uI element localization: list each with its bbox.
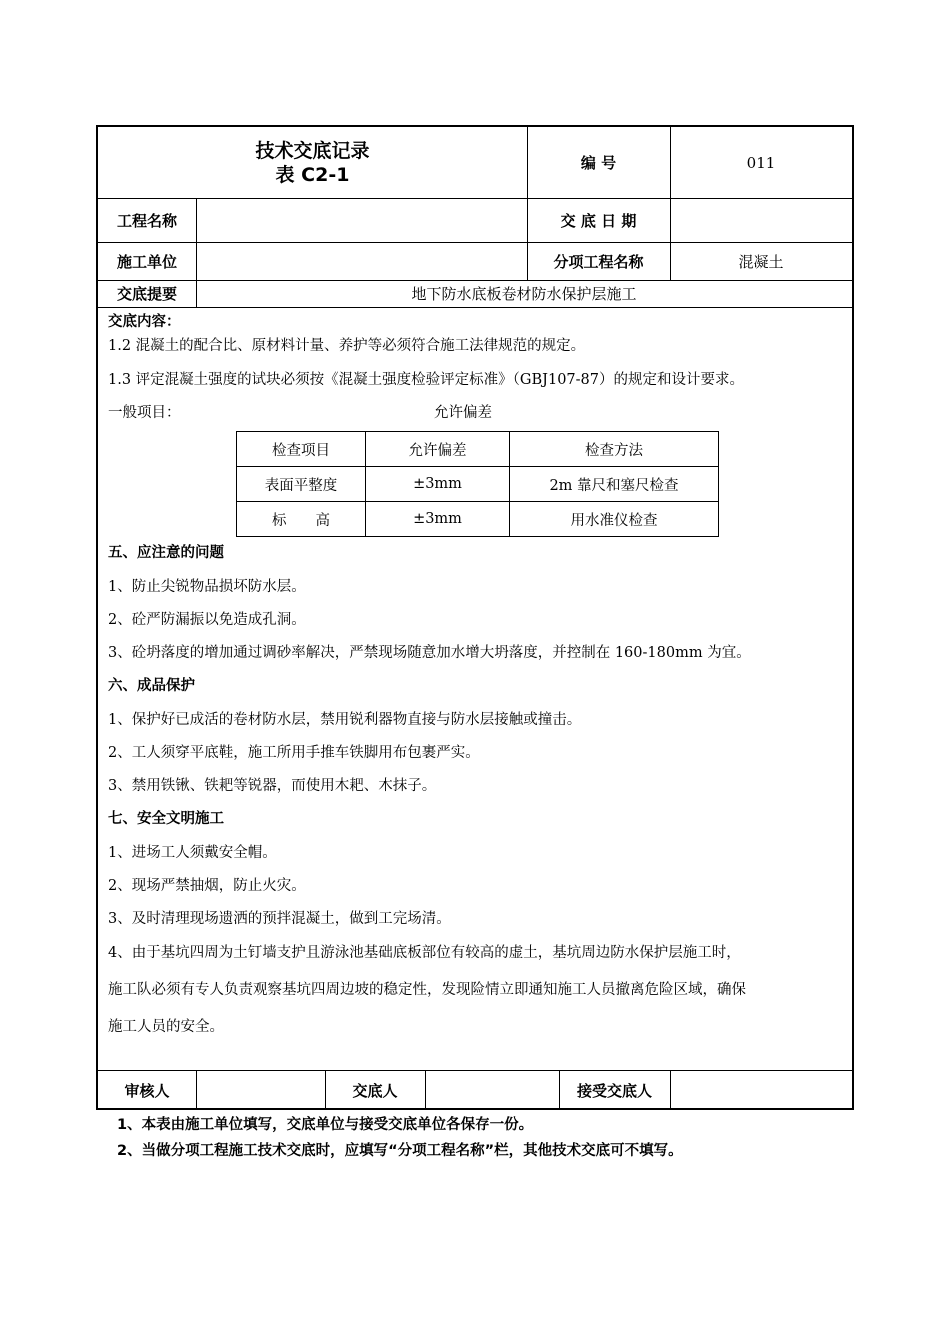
date-label: 交 底 日 期 [560, 211, 637, 230]
content-paragraph-2: 1.3 评定混凝土强度的试块必须按《混凝土强度检验评定标准》（GBJ107-87）的规定和设计要求。 [108, 372, 744, 388]
subproject-value[interactable]: 混凝土 [738, 252, 784, 271]
table-cell: 用水准仪检查 [510, 502, 719, 537]
table-header-cell: 检查项目 [237, 432, 366, 467]
receiver-label: 接受交底人 [576, 1081, 652, 1100]
list-item: 2、砼严防漏振以免造成孔洞。 [108, 612, 306, 628]
form-title-line1: 技术交底记录 [255, 139, 370, 162]
footnote-2: 2、当做分项工程施工技术交底时，应填写“分项工程名称”栏，其他技术交底可不填写。 [117, 1143, 683, 1159]
list-item: 3、禁用铁锹、铁耙等锐器，而使用木耙、木抹子。 [108, 778, 437, 794]
subproject-label: 分项工程名称 [553, 252, 644, 271]
date-field[interactable] [670, 198, 852, 242]
receiver-field[interactable] [670, 1070, 852, 1110]
table-cell: ±3mm [366, 467, 510, 502]
summary-value[interactable]: 地下防水底板卷材防水保护层施工 [411, 285, 637, 303]
table-row [237, 467, 719, 502]
summary-label: 交底提要 [116, 285, 177, 303]
list-item: 施工队必须有专人负责观察基坑四周边坡的稳定性，发现险情立即通知施工人员撤离危险区域，确保 [108, 982, 746, 998]
list-item: 4、由于基坑四周为土钉墙支护且游泳池基础底板部位有较高的虚土，基坑周边防水保护层施工时， [108, 945, 741, 961]
content-paragraph-1: 1.2 混凝土的配合比、原材料计量、养护等必须符合施工法律规范的规定。 [108, 338, 586, 354]
project-name-field[interactable] [196, 198, 527, 242]
general-items-label: 一般项目： [108, 405, 181, 421]
list-item: 1、保护好已成活的卷材防水层，禁用锐利器物直接与防水层接触或撞击。 [108, 712, 582, 728]
table-header-cell: 允许偏差 [366, 432, 510, 467]
section-7-title: 七、安全文明施工 [108, 811, 224, 827]
table-cell: 表面平整度 [237, 467, 366, 502]
list-item: 2、现场严禁抽烟，防止火灾。 [108, 878, 306, 894]
content-label: 交底内容： [108, 314, 181, 330]
number-label: 编 号 [580, 154, 617, 172]
list-item: 3、砼坍落度的增加通过调砂率解决，严禁现场随意加水增大坍落度，并控制在 160-180mm 为宜。 [108, 645, 751, 661]
section-6-title: 六、成品保护 [108, 678, 195, 694]
section-5-title: 五、应注意的问题 [108, 545, 224, 561]
table-cell: ±3mm [366, 502, 510, 537]
project-name-label: 工程名称 [116, 211, 177, 230]
tolerance-caption: 允许偏差 [434, 405, 492, 421]
list-item: 施工人员的安全。 [108, 1019, 224, 1035]
list-item: 2、工人须穿平底鞋，施工所用手推车铁脚用布包裹严实。 [108, 745, 480, 761]
tolerance-table [236, 431, 719, 537]
reviewer-field[interactable] [196, 1070, 325, 1110]
discloser-label: 交底人 [352, 1081, 398, 1100]
table-cell: 2m 靠尺和塞尺检查 [510, 467, 719, 502]
discloser-field[interactable] [425, 1070, 559, 1110]
table-header-row [237, 432, 719, 467]
row-divider [98, 307, 852, 308]
table-cell: 标 高 [237, 502, 366, 537]
construction-unit-label: 施工单位 [116, 252, 177, 271]
form-title-line2: 表 C2-1 [275, 163, 350, 186]
construction-unit-field[interactable] [196, 242, 527, 280]
table-row [237, 502, 719, 537]
footnote-1: 1、本表由施工单位填写，交底单位与接受交底单位各保存一份。 [117, 1117, 534, 1133]
number-value[interactable]: 011 [746, 153, 776, 172]
form-title [98, 127, 527, 198]
list-item: 3、及时清理现场遗洒的预拌混凝土，做到工完场清。 [108, 911, 451, 927]
table-header-cell: 检查方法 [510, 432, 719, 467]
list-item: 1、防止尖锐物品损坏防水层。 [108, 579, 306, 595]
list-item: 1、进场工人须戴安全帽。 [108, 845, 277, 861]
reviewer-label: 审核人 [124, 1081, 170, 1100]
technical-disclosure-form [96, 125, 854, 1110]
